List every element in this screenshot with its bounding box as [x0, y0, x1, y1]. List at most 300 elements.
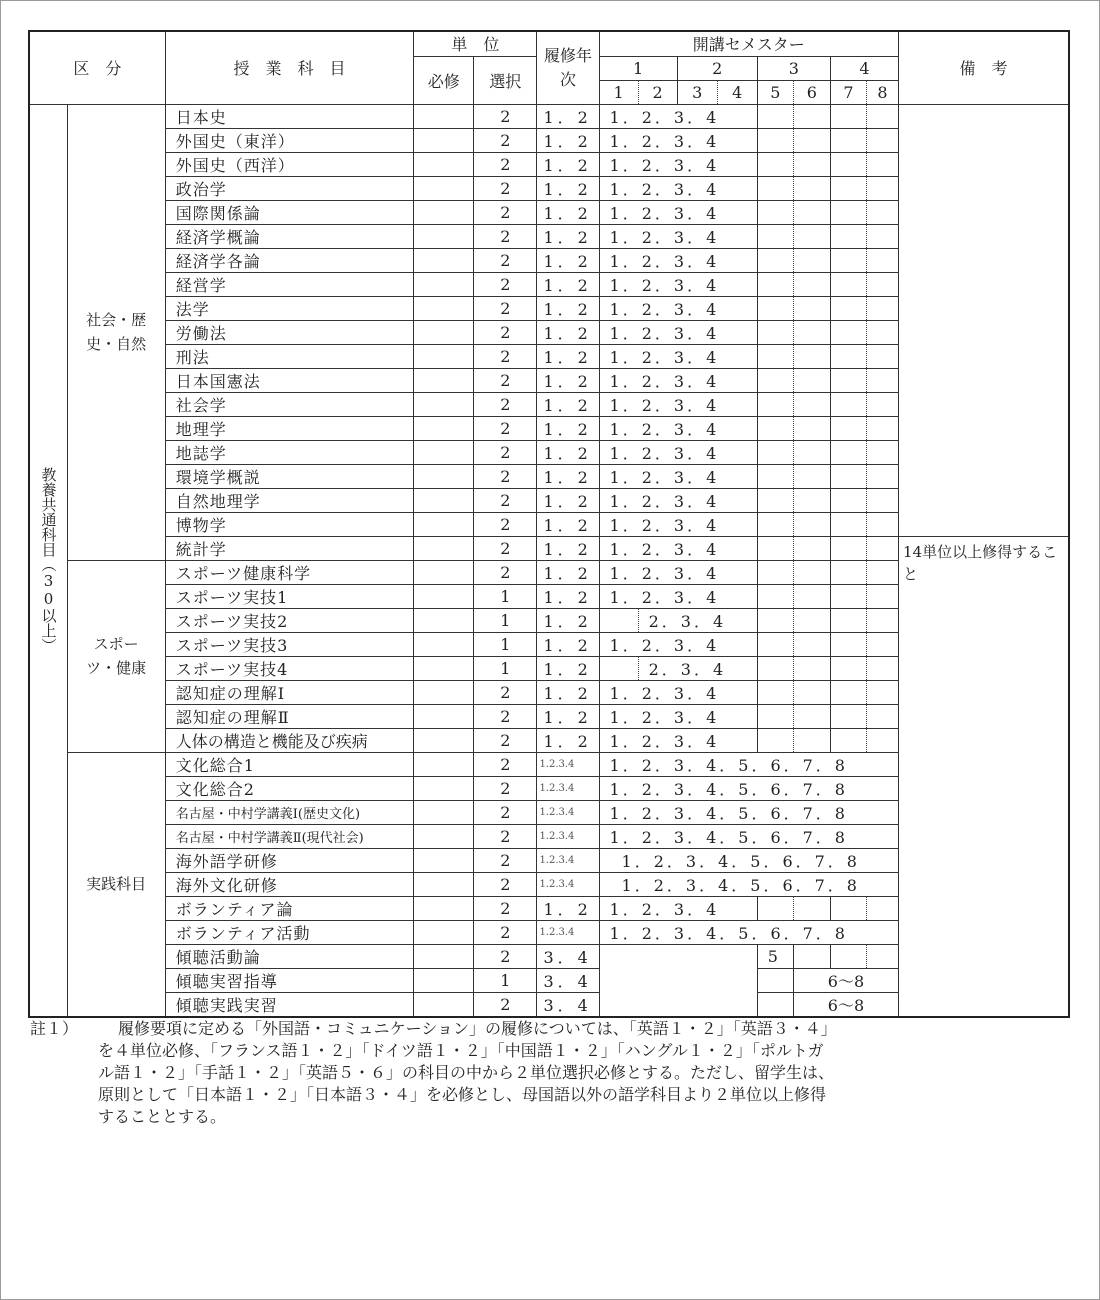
year-value: 1．2 [537, 176, 599, 200]
semester-range: 1．2．3．4 [599, 296, 757, 320]
header-year-4: 4 [830, 56, 898, 80]
required-credit [414, 920, 474, 944]
semester-empty-6 [793, 896, 830, 920]
semester-empty-4 [717, 968, 757, 992]
semester-empty-8 [866, 680, 898, 704]
subject-name [165, 176, 413, 200]
subject-label: 認知症の理解Ⅰ [175, 683, 286, 703]
required-credit [414, 368, 474, 392]
required-credit [414, 776, 474, 800]
year-value: 1．2 [537, 440, 599, 464]
semester-range: 1．2．3．4 [599, 152, 757, 176]
subject-label: 労働法 [175, 323, 227, 343]
elective-credit: 2 [474, 704, 537, 728]
year-value: 3．4 [537, 968, 599, 992]
header-sem-4: 4 [717, 80, 757, 104]
required-credit [414, 656, 474, 680]
semester-empty-8 [866, 560, 898, 584]
semester-empty-1 [599, 968, 638, 992]
footnote-line-3: ル語１・２」「手話１・２」「英語５・６」の科目の中から２単位選択必修とする。ただし、留学生は、 [98, 1063, 835, 1082]
semester-empty-5 [757, 104, 793, 128]
subject-name [165, 488, 413, 512]
footnote-line-5: することとする。 [98, 1107, 227, 1126]
semester-range: 1．2．3．4 [599, 728, 757, 752]
semester-range: 1．2．3．4 [599, 368, 757, 392]
semester-range: 1．2．3．4 [599, 464, 757, 488]
semester-empty-5 [757, 152, 793, 176]
elective-credit: 2 [474, 464, 537, 488]
year-value: 1．2 [537, 272, 599, 296]
subject-label: 日本史 [175, 107, 227, 127]
required-credit [414, 992, 474, 1017]
semester-empty-8 [866, 512, 898, 536]
elective-credit: 2 [474, 416, 537, 440]
year-value: 1．2 [537, 560, 599, 584]
semester-range: 1．2．3．4 [599, 584, 757, 608]
subject-label: 人体の構造と機能及び疾病 [175, 731, 368, 751]
semester-empty-6 [793, 680, 830, 704]
elective-credit: 2 [474, 872, 537, 896]
semester-empty-8 [866, 440, 898, 464]
header-semester: 開講セメスター [599, 31, 899, 56]
semester-range: 6～8 [793, 968, 898, 992]
semester-empty-3 [677, 944, 717, 968]
semester-empty-8 [866, 392, 898, 416]
header-elective: 選択 [474, 56, 537, 104]
semester-empty-6 [793, 656, 830, 680]
elective-credit: 2 [474, 752, 537, 776]
semester-empty-7 [830, 704, 866, 728]
semester-range: 1．2．3．4．5．6．7．8 [599, 752, 899, 776]
elective-credit: 2 [474, 488, 537, 512]
semester-empty-8 [866, 176, 898, 200]
footnote [30, 1018, 1070, 1128]
semester-empty-4 [717, 992, 757, 1017]
semester-range: 1．2．3．4 [599, 104, 757, 128]
semester-empty-7 [830, 560, 866, 584]
subject-label: 認知症の理解Ⅱ [175, 707, 290, 727]
required-credit [414, 752, 474, 776]
year-value: 1．2 [537, 128, 599, 152]
elective-credit: 2 [474, 152, 537, 176]
elective-credit: 2 [474, 848, 537, 872]
header-sem-6: 6 [793, 80, 830, 104]
elective-credit: 2 [474, 920, 537, 944]
subject-label: 地理学 [175, 419, 227, 439]
semester-range: 1．2．3．4 [599, 536, 757, 560]
year-value: 1．2 [537, 704, 599, 728]
elective-credit: 2 [474, 440, 537, 464]
year-value: 1．2 [537, 320, 599, 344]
semester-empty-5 [757, 536, 793, 560]
required-credit [414, 632, 474, 656]
elective-credit: 1 [474, 608, 537, 632]
semester-empty-7 [830, 224, 866, 248]
subject-name [165, 224, 413, 248]
elective-credit: 2 [474, 560, 537, 584]
year-value: 1.2.3.4 [537, 752, 599, 776]
semester-range: 5 [757, 944, 793, 968]
required-credit [414, 608, 474, 632]
semester-empty-8 [866, 728, 898, 752]
semester-empty-5 [757, 680, 793, 704]
semester-empty-6 [793, 368, 830, 392]
semester-empty-5 [757, 296, 793, 320]
semester-empty-5 [757, 464, 793, 488]
semester-range: 1．2．3．4 [599, 392, 757, 416]
semester-empty-6 [793, 728, 830, 752]
subject-label: 日本国憲法 [175, 371, 261, 391]
subject-name [165, 464, 413, 488]
semester-range: 1．2．3．4．5．6．7．8 [599, 920, 899, 944]
semester-empty-6 [793, 632, 830, 656]
required-credit [414, 392, 474, 416]
year-value: 1．2 [537, 608, 599, 632]
year-value: 3．4 [537, 944, 599, 968]
semester-empty-5 [757, 704, 793, 728]
subject-name [165, 752, 413, 776]
semester-empty-5 [757, 656, 793, 680]
semester-empty-5 [757, 272, 793, 296]
semester-empty-4 [717, 944, 757, 968]
elective-credit: 2 [474, 896, 537, 920]
semester-empty-7 [830, 488, 866, 512]
semester-empty-5 [757, 200, 793, 224]
subject-label: 経済学各論 [175, 251, 261, 271]
year-value: 1．2 [537, 344, 599, 368]
subject-label: 傾聴実習指導 [175, 971, 278, 991]
elective-credit: 2 [474, 344, 537, 368]
semester-empty-8 [866, 896, 898, 920]
semester-empty-7 [830, 584, 866, 608]
semester-empty-8 [866, 488, 898, 512]
subject-name [165, 296, 413, 320]
subject-label: 名古屋・中村学講義Ⅰ(歴史文化) [175, 806, 361, 822]
semester-empty-7 [830, 608, 866, 632]
header-year-2: 2 [677, 56, 757, 80]
semester-empty-6 [793, 320, 830, 344]
subject-name [165, 560, 413, 584]
subject-name [165, 776, 413, 800]
semester-range: 1．2．3．4．5．6．7．8 [599, 800, 899, 824]
semester-empty-6 [793, 392, 830, 416]
year-value: 1.2.3.4 [537, 872, 599, 896]
semester-empty-6 [793, 152, 830, 176]
subject-name [165, 128, 413, 152]
header-sem-8: 8 [866, 80, 898, 104]
required-credit [414, 416, 474, 440]
subject-label: 外国史（西洋） [175, 155, 295, 175]
semester-empty-5 [757, 968, 793, 992]
subject-label: ボランティア論 [175, 899, 294, 919]
subject-name [165, 800, 413, 824]
year-value: 1．2 [537, 104, 599, 128]
year-value: 1.2.3.4 [537, 824, 599, 848]
category-main-label: 教養共通科目（30以上） [39, 467, 58, 653]
group-label-1: スポーツ・健康 [67, 560, 165, 752]
table-row [29, 104, 1069, 128]
year-value: 3．4 [537, 992, 599, 1017]
required-credit [414, 200, 474, 224]
semester-empty-6 [793, 464, 830, 488]
year-value: 1．2 [537, 464, 599, 488]
semester-empty-7 [830, 152, 866, 176]
elective-credit: 1 [474, 632, 537, 656]
semester-empty-8 [866, 272, 898, 296]
subject-label: 海外文化研修 [175, 875, 278, 895]
elective-credit: 2 [474, 536, 537, 560]
category-main [29, 104, 67, 1017]
semester-empty-6 [793, 272, 830, 296]
required-credit [414, 488, 474, 512]
semester-empty-1 [599, 608, 638, 632]
semester-range: 1．2．3．4 [599, 488, 757, 512]
subject-label: スポーツ実技1 [175, 587, 289, 607]
elective-credit: 1 [474, 584, 537, 608]
semester-empty-6 [793, 536, 830, 560]
semester-empty-8 [866, 320, 898, 344]
semester-range: 1．2．3．4 [599, 320, 757, 344]
semester-empty-8 [866, 416, 898, 440]
semester-empty-6 [793, 104, 830, 128]
subject-name [165, 584, 413, 608]
remarks-note: 14単位以上修得すること [899, 536, 1069, 1017]
elective-credit: 2 [474, 248, 537, 272]
semester-empty-6 [793, 416, 830, 440]
required-credit [414, 248, 474, 272]
elective-credit: 2 [474, 992, 537, 1017]
semester-empty-8 [866, 200, 898, 224]
semester-range: 1．2．3．4 [599, 272, 757, 296]
required-credit [414, 896, 474, 920]
year-value: 1．2 [537, 896, 599, 920]
required-credit [414, 536, 474, 560]
header-subject: 授 業 科 目 [165, 31, 413, 104]
semester-empty-2 [638, 944, 677, 968]
footnote-label: 註１） [30, 1019, 79, 1038]
semester-empty-5 [757, 224, 793, 248]
semester-empty-7 [830, 104, 866, 128]
semester-range: 1．2．3．4 [599, 248, 757, 272]
footnote-line-2: を４単位必修、「フランス語１・２」「ドイツ語１・２」「中国語１・２」「ハングル１・２」「ポルトガ [98, 1041, 824, 1060]
semester-empty-5 [757, 632, 793, 656]
semester-empty-7 [830, 272, 866, 296]
semester-empty-7 [830, 536, 866, 560]
semester-empty-7 [830, 512, 866, 536]
semester-empty-3 [677, 968, 717, 992]
required-credit [414, 152, 474, 176]
semester-empty-6 [793, 176, 830, 200]
required-credit [414, 968, 474, 992]
subject-name [165, 320, 413, 344]
subject-label: 文化総合2 [175, 779, 255, 799]
required-credit [414, 704, 474, 728]
header-credits: 単 位 [414, 31, 537, 56]
header-category: 区 分 [29, 31, 165, 104]
semester-empty-5 [757, 488, 793, 512]
elective-credit: 2 [474, 728, 537, 752]
semester-range: 1．2．3．4 [599, 416, 757, 440]
subject-name [165, 944, 413, 968]
semester-empty-5 [757, 128, 793, 152]
subject-label: スポーツ実技4 [175, 659, 289, 679]
header-remarks: 備 考 [899, 31, 1069, 104]
subject-name [165, 368, 413, 392]
semester-empty-5 [757, 992, 793, 1017]
semester-empty-6 [793, 584, 830, 608]
semester-empty-7 [830, 368, 866, 392]
semester-empty-8 [866, 944, 898, 968]
subject-name [165, 968, 413, 992]
semester-empty-8 [866, 704, 898, 728]
subject-name [165, 656, 413, 680]
year-value: 1．2 [537, 728, 599, 752]
year-value: 1．2 [537, 632, 599, 656]
required-credit [414, 440, 474, 464]
semester-empty-7 [830, 176, 866, 200]
year-value: 1．2 [537, 416, 599, 440]
year-value: 1．2 [537, 656, 599, 680]
semester-empty-8 [866, 536, 898, 560]
semester-empty-2 [638, 968, 677, 992]
subject-name [165, 104, 413, 128]
elective-credit: 2 [474, 320, 537, 344]
group-label-2: 実践科目 [67, 752, 165, 1017]
semester-empty-5 [757, 176, 793, 200]
subject-label: 経済学概論 [175, 227, 261, 247]
header-required: 必修 [414, 56, 474, 104]
subject-label: 経営学 [175, 275, 227, 295]
subject-name [165, 728, 413, 752]
header-sem-5: 5 [757, 80, 793, 104]
elective-credit: 2 [474, 824, 537, 848]
semester-empty-6 [793, 608, 830, 632]
elective-credit: 2 [474, 368, 537, 392]
semester-empty-5 [757, 440, 793, 464]
header-year: 履修年次 [537, 31, 599, 104]
semester-empty-7 [830, 656, 866, 680]
semester-range: 2．3．4 [638, 656, 757, 680]
year-value: 1．2 [537, 248, 599, 272]
required-credit [414, 224, 474, 248]
subject-label: ボランティア活動 [175, 923, 311, 943]
semester-empty-5 [757, 608, 793, 632]
semester-range: 1．2．3．4 [599, 704, 757, 728]
curriculum-body [29, 104, 1069, 1017]
subject-name [165, 536, 413, 560]
subject-label: 傾聴実践実習 [175, 995, 278, 1015]
subject-name [165, 608, 413, 632]
required-credit [414, 320, 474, 344]
semester-range: 1．2．3．4 [599, 560, 757, 584]
subject-name [165, 512, 413, 536]
semester-range: 1．2．3．4 [599, 512, 757, 536]
semester-empty-5 [757, 248, 793, 272]
semester-empty-6 [793, 344, 830, 368]
semester-empty-5 [757, 728, 793, 752]
elective-credit: 1 [474, 656, 537, 680]
year-value: 1．2 [537, 152, 599, 176]
subject-label: 外国史（東洋） [175, 131, 295, 151]
required-credit [414, 728, 474, 752]
semester-range: 1．2．3．4．5．6．7．8 [599, 824, 899, 848]
semester-empty-8 [866, 248, 898, 272]
subject-name [165, 248, 413, 272]
semester-range: 1．2．3．4．5．6．7．8 [599, 872, 899, 896]
semester-empty-6 [793, 248, 830, 272]
elective-credit: 2 [474, 800, 537, 824]
semester-empty-7 [830, 464, 866, 488]
subject-name [165, 896, 413, 920]
subject-label: スポーツ実技2 [175, 611, 289, 631]
subject-name [165, 200, 413, 224]
semester-empty-7 [830, 728, 866, 752]
semester-empty-7 [830, 440, 866, 464]
required-credit [414, 512, 474, 536]
semester-empty-6 [793, 704, 830, 728]
year-value: 1．2 [537, 680, 599, 704]
required-credit [414, 680, 474, 704]
semester-empty-6 [793, 296, 830, 320]
elective-credit: 2 [474, 200, 537, 224]
semester-empty-7 [830, 632, 866, 656]
semester-empty-7 [830, 896, 866, 920]
year-value: 1．2 [537, 512, 599, 536]
subject-label: 自然地理学 [175, 491, 261, 511]
year-value: 1．2 [537, 584, 599, 608]
semester-range: 1．2．3．4 [599, 632, 757, 656]
subject-name [165, 848, 413, 872]
semester-range: 1．2．3．4．5．6．7．8 [599, 848, 899, 872]
semester-empty-7 [830, 416, 866, 440]
elective-credit: 2 [474, 680, 537, 704]
semester-empty-8 [866, 104, 898, 128]
semester-empty-1 [599, 992, 638, 1017]
semester-empty-8 [866, 656, 898, 680]
elective-credit: 2 [474, 176, 537, 200]
subject-name [165, 920, 413, 944]
semester-empty-6 [793, 224, 830, 248]
semester-range: 1．2．3．4 [599, 440, 757, 464]
semester-range: 1．2．3．4 [599, 128, 757, 152]
semester-empty-8 [866, 368, 898, 392]
required-credit [414, 560, 474, 584]
subject-name [165, 392, 413, 416]
semester-empty-6 [793, 944, 830, 968]
subject-label: 海外語学研修 [175, 851, 278, 871]
subject-name [165, 272, 413, 296]
subject-label: 社会学 [175, 395, 227, 415]
table-row [29, 536, 1069, 560]
subject-label: 地誌学 [175, 443, 227, 463]
semester-empty-8 [866, 224, 898, 248]
required-credit [414, 272, 474, 296]
semester-empty-8 [866, 152, 898, 176]
footnote-line-1: 履修要項に定める「外国語・コミュニケーション」の履修については、「英語１・２」「英語３・４」 [118, 1019, 837, 1038]
semester-empty-8 [866, 128, 898, 152]
subject-name [165, 872, 413, 896]
elective-credit: 2 [474, 296, 537, 320]
year-value: 1.2.3.4 [537, 920, 599, 944]
semester-empty-8 [866, 296, 898, 320]
elective-credit: 2 [474, 272, 537, 296]
year-value: 1．2 [537, 296, 599, 320]
semester-range: 1．2．3．4．5．6．7．8 [599, 776, 899, 800]
subject-name [165, 416, 413, 440]
semester-empty-7 [830, 128, 866, 152]
semester-empty-6 [793, 440, 830, 464]
year-value: 1．2 [537, 392, 599, 416]
